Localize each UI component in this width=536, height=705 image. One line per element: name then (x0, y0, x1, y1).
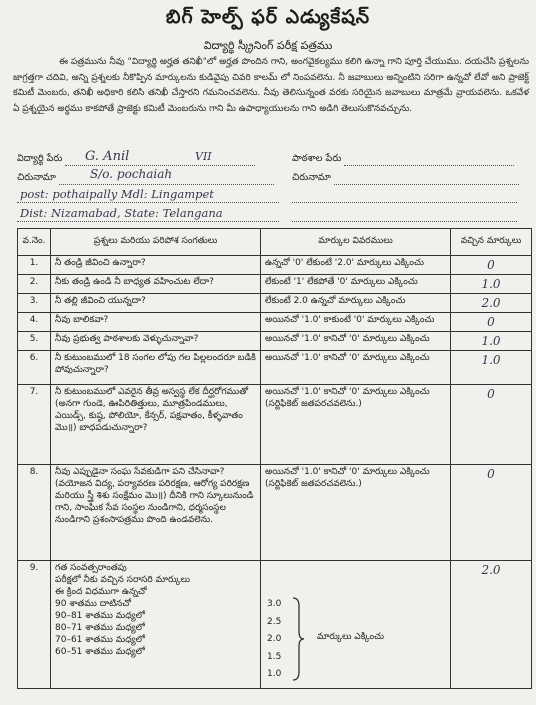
address-line-3[interactable] (17, 221, 279, 222)
q9-line: 90–81 శాతము మధ్యలో (55, 611, 145, 621)
header-marks-detail: మార్కుల వివరములు (261, 229, 451, 256)
row-question: నీ కుటుంబములో ఎవరైన తీవ్ర అస్వస్థ లేక దీర్ఘరోగముతో (అనగా గుండె, ఊపిరితిత్తులు, మూత్రపిండములు, ఎయిడ్స్, కుష్ఠ, పోలియో, కేన్సర్, పక్షవాతం, కీళ్ళవాతం మొ॥) బాధపడుచున్నారా? (51, 385, 261, 465)
instructions-text: ఈ పత్రమును నీవు "విద్యార్థి అర్హత తనిఖీ"లో అర్హత పొందిన గాని, అంగవైకల్యము కలిగి ఉన్నా గాని పూర్తి చేయుము. దయచేసి ప్రశ్నలను జాగ్రత్తగా చదివి, అన్ని ప్రశ్నలకు నీకొప్పిన మార్కులను కుడివైపు చివరి కాలమ్ లో నింపవలెను. నీ జవాబులు అన్నింటిని సరిగా ఉన్నవో లేవో అని ప్రాజెక్ట్ కమిటీ మెంబరు, తనిఖీ అధికారి కలిసి తనిఖీ చేస్తారని గమనించవలెను. నీవు తెలిసున్నంత వరకు సరియైన జవాబులు మాత్రమే వ్రాయవలెను. ఒకవేళ ఏ ప్రశ్నయైన అర్థము కాకపోతే ప్రాజెక్టు కమిటీ మెంబరును గాని మీ ఉపాధ్యాయులను గాని అడిగి తెలుసుకొనవచ్చును. (13, 57, 529, 114)
table-row (18, 275, 532, 294)
scale-value: 2.0 (267, 634, 282, 644)
q9-line: 80–71 శాతము మధ్యలో (55, 623, 145, 633)
row-question: నీవు బాలికవా? (51, 313, 261, 332)
row-sno: 2. (18, 275, 51, 294)
row-sno: 6. (18, 351, 51, 385)
row-marks-detail (261, 561, 451, 689)
instructions-paragraph (13, 55, 529, 117)
scale-value: 1.5 (267, 651, 282, 662)
table-row (18, 385, 532, 465)
row-sno: 4. (18, 313, 51, 332)
q9-line: 60–51 శాతము మధ్యలో (55, 647, 145, 657)
school-name-line[interactable] (344, 165, 514, 166)
row-marks-detail: ఉన్నచో '0' లేకుంటే '2.0' మార్కులు ఎక్కించు (261, 256, 451, 275)
q9-line: 70–61 శాతము మధ్యలో (55, 635, 145, 645)
school-address-line-3[interactable] (292, 221, 517, 222)
table-row (18, 332, 532, 351)
row-marks[interactable]: 1.0 (451, 332, 532, 351)
row-marks[interactable]: 0 (451, 465, 532, 561)
student-name-line[interactable] (65, 165, 255, 166)
school-name-field (292, 153, 514, 166)
header-sno: వ.నెం. (18, 229, 51, 256)
address-value-3: Dist: Nizamabad, State: Telangana (20, 206, 223, 220)
row-question: నీ తండ్రి జీవించి ఉన్నారా? (51, 256, 261, 275)
marks-scale (265, 596, 446, 686)
table-header-row (18, 229, 532, 256)
scale-value: 3.0 (267, 599, 282, 609)
school-address-field (292, 172, 519, 185)
scale-value: 1.0 (267, 669, 282, 679)
student-name-value: G. Anil (85, 149, 130, 164)
address-value-1: S/o. pochaiah (90, 167, 173, 181)
table-row (18, 256, 532, 275)
header-question: ప్రశ్నలు మరియు పరిపోశ సంగతులు (51, 229, 261, 256)
form-subtitle: విద్యార్థి స్క్రీనింగ్ పరీక్ష పత్రము (203, 39, 333, 52)
row-question: నీవు ఎప్పుడైనా సంఘ సేవకుడిగా పని చేసినావా? (వయోజన విద్య, పర్యావరణ పరిరక్షణ, ఆరోగ్య పరిరక్షణ మరియు స్త్రీ శిశు సంక్షేమం మొ॥) దీనికి గాని స్కూలునుండి గాని, సాంఘిక సేవ సంస్థల నుండిగాని, ధర్మసంస్థల నుండిగాని ప్రశంసాపత్రము పొంది ఉండవలెను. (51, 465, 261, 561)
row-marks-detail: అయినచో '1.0' కానిచో '0' మార్కులు ఎక్కించు (సర్టిఫికెట్ జతపరచవలెను.) (261, 385, 451, 465)
row-marks-detail: అయినచో '1.0' కానిచో '0' మార్కులు ఎక్కించు (261, 351, 451, 385)
q9-line: గత సంవత్సరాంతపు (55, 563, 127, 573)
row-marks[interactable]: 2.0 (451, 561, 532, 689)
row-marks-detail: అయినచో '1.0' కానిచో '0' మార్కులు ఎక్కించు (261, 332, 451, 351)
row-question (51, 561, 261, 689)
screening-table (17, 228, 532, 689)
q9-line: ఈ క్రింద విధముగా ఉన్నచో (55, 587, 147, 597)
table-row (18, 465, 532, 561)
row-marks-detail: అయినచో '1.0' కాకుంటే '0' మార్కులు ఎక్కించు (261, 313, 451, 332)
row-marks[interactable]: 0 (451, 313, 532, 332)
scale-values (267, 596, 281, 684)
address-line-1[interactable] (59, 184, 274, 185)
row-sno: 9. (18, 561, 51, 689)
school-name-label: పాఠశాల పేరు (292, 153, 342, 164)
row-marks[interactable]: 1.0 (451, 351, 532, 385)
table-row (18, 294, 532, 313)
row-marks-detail: అయినచో '1.0' కానిచో '0' మార్కులు ఎక్కించు (సర్టిఫికెట్ జతపరచవలెను.) (261, 465, 451, 561)
school-address-line-2-field (292, 192, 517, 203)
scale-value: 2.5 (267, 616, 282, 627)
row-question: నీవు ప్రభుత్వ పాఠశాలకు వెళ్ళుచున్నావా? (51, 332, 261, 351)
form-title: బిగ్ హెల్ప్ ఫర్ ఎడ్యుకేషన్ (165, 6, 371, 28)
row-sno: 5. (18, 332, 51, 351)
scale-label: మార్కులు ఎక్కించు (317, 632, 385, 642)
table-row (18, 313, 532, 332)
student-name-field (17, 153, 255, 166)
row-sno: 1. (18, 256, 51, 275)
q9-line: 90 శాతము దాటినచో (55, 599, 132, 609)
row-question: నీకు తండ్రి ఉండి నీ బాధ్యత వహించుట లేదా? (51, 275, 261, 294)
row-sno: 8. (18, 465, 51, 561)
table-row (18, 351, 532, 385)
address-label: చిరునామా (17, 172, 56, 183)
row-marks[interactable]: 2.0 (451, 294, 532, 313)
row-sno: 3. (18, 294, 51, 313)
row-marks[interactable]: 0 (451, 256, 532, 275)
school-address-line-3-field (292, 211, 517, 222)
address-value-2: post: pothaipally Mdl: Lingampet (20, 187, 214, 201)
class-value: VII (195, 150, 212, 163)
row-marks-detail: లేకుంటే 2.0 ఉన్నచో మార్కులు ఎక్కించు (261, 294, 451, 313)
student-name-label: విద్యార్థి పేరు (17, 153, 63, 164)
row-marks-detail: లేకుంటే '1' లేకపోతే '0' మార్కులు ఎక్కించు (261, 275, 451, 294)
header-marks: వచ్చిన మార్కులు (451, 229, 532, 256)
row-question: నీ తల్లి జీవించి యున్నదా? (51, 294, 261, 313)
address-line-2[interactable] (17, 202, 279, 203)
school-address-line-1[interactable] (334, 184, 519, 185)
row-marks[interactable]: 0 (451, 385, 532, 465)
row-question: నీ కుటుంబములో 18 సంగల లోపు గల పిల్లలందరూ బడికి పోవుచున్నారా? (51, 351, 261, 385)
curly-brace-icon (291, 596, 305, 682)
row-sno: 7. (18, 385, 51, 465)
school-address-line-2[interactable] (292, 202, 517, 203)
q9-line: పరీక్షలో నీకు వచ్చిన సరాసరి మార్కులు (55, 575, 191, 585)
row-marks[interactable]: 1.0 (451, 275, 532, 294)
table-row (18, 561, 532, 689)
school-address-label: చిరునామా (292, 172, 331, 183)
